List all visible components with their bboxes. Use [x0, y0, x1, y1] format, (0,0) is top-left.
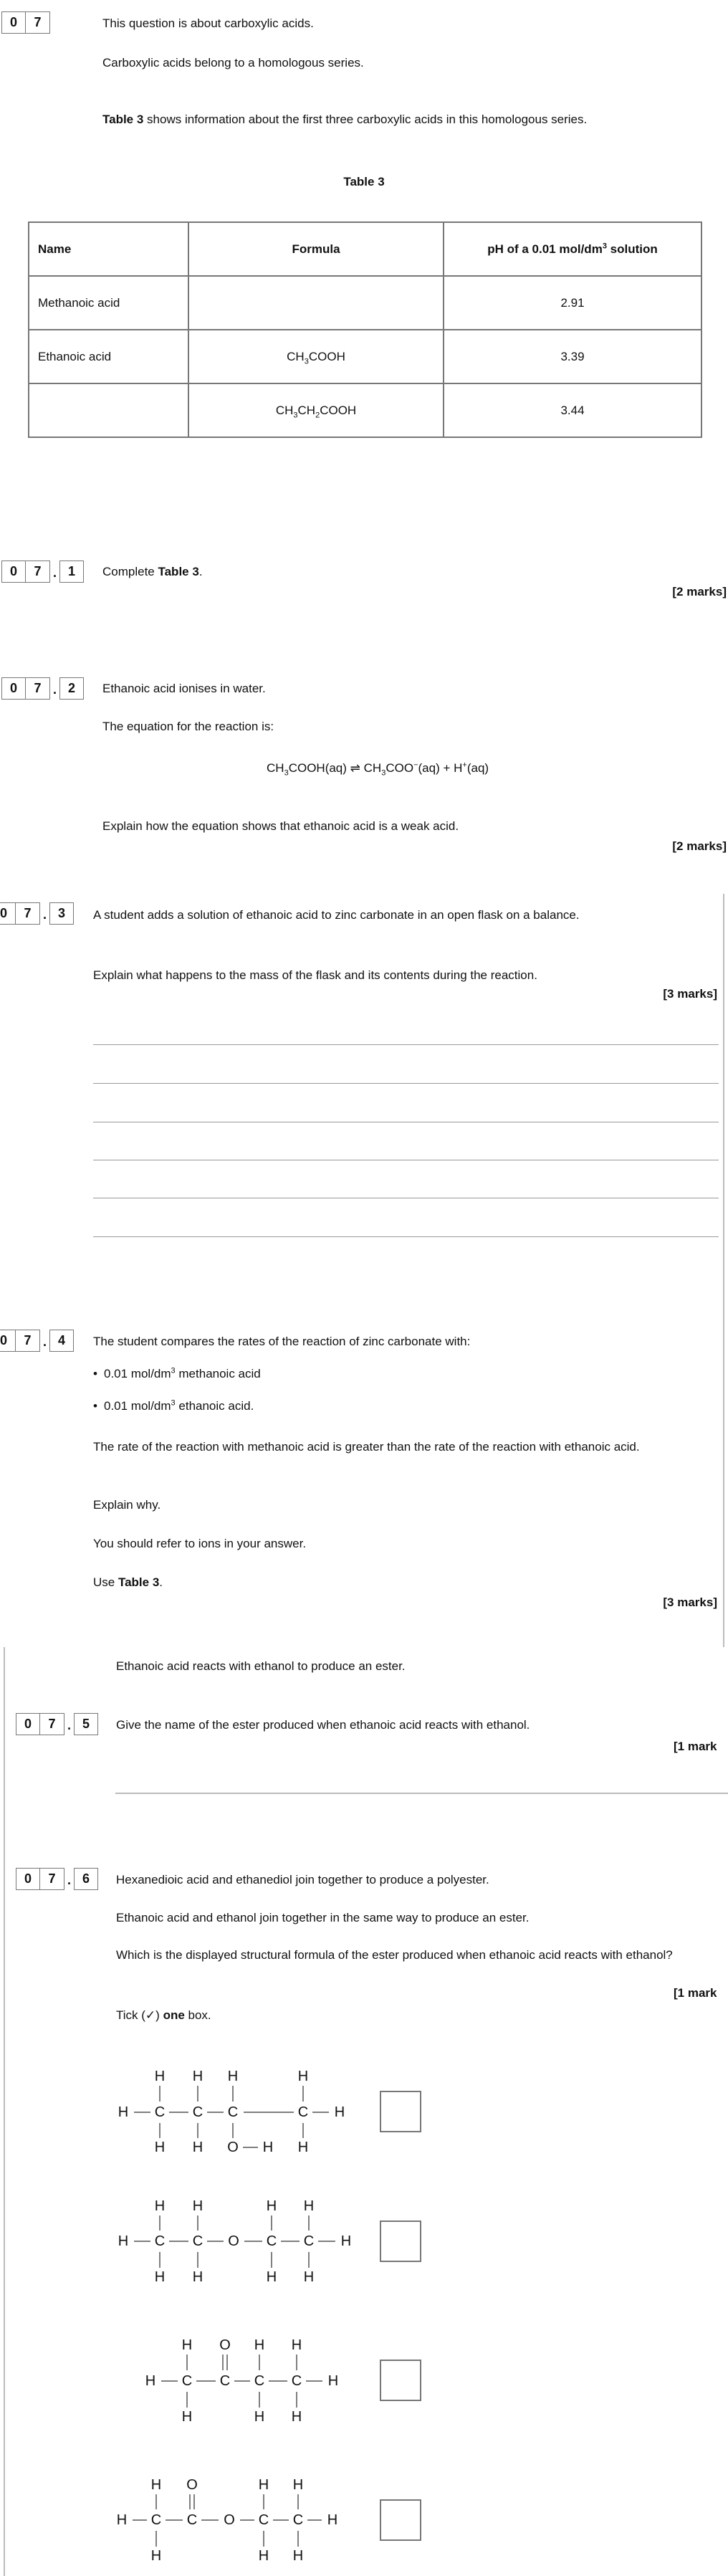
svg-text:H: H	[262, 2139, 274, 2155]
preamble-text: Ethanoic acid reacts with ethanol to produce an ester.	[116, 1659, 406, 1673]
svg-text:H: H	[254, 2409, 265, 2425]
bullet-item: • 0.01 mol/$dm^3$ ethanoic acid.	[93, 1399, 261, 1431]
question-text: Hexanedioic acid and ethanediol join together to produce a polyester.	[116, 1873, 489, 1886]
marks-label: [1 mark	[674, 1986, 717, 2000]
intro-text: Carboxylic acids belong to a homologous series.	[102, 56, 364, 70]
question-text: A student adds a solution of ethanoic acid to zinc carbonate in an open flask on a balance.	[93, 908, 580, 922]
question-number-digit: 0	[0, 1330, 16, 1352]
tick-icon: ✓	[145, 2008, 156, 2022]
svg-text:H: H	[154, 2198, 166, 2214]
question-text: Explain why.	[93, 1498, 161, 1512]
svg-text:H: H	[297, 2139, 309, 2155]
bullet-item: • 0.01 mol/$dm^3$ methanoic acid	[93, 1367, 261, 1399]
cell-formula: $CH_3COOH$	[188, 330, 444, 383]
svg-text:H: H	[154, 2139, 166, 2155]
svg-text:C: C	[254, 2373, 265, 2389]
equilibrium-arrow-icon: ⇌	[350, 761, 360, 775]
question-number-digit: 0	[16, 1868, 40, 1890]
svg-text:H: H	[227, 2069, 239, 2084]
svg-text:H: H	[116, 2512, 128, 2528]
svg-text:H: H	[258, 2477, 269, 2493]
svg-text:H: H	[303, 2269, 315, 2285]
header-ph: pH of a 0.01 mol/$dm^3$ solution	[444, 222, 701, 276]
tick-instruction: Tick (✓) one box.	[116, 2008, 211, 2022]
question-number-digit: 7	[16, 1330, 40, 1352]
marks-label: [1 mark	[674, 1740, 717, 1753]
question-text: Explain what happens to the mass of the flask and its contents during the reaction.	[93, 968, 537, 982]
question-text: Give the name of the ester produced when ethanoic acid reacts with ethanol.	[116, 1718, 530, 1732]
svg-text:C: C	[186, 2512, 198, 2528]
option-4-checkbox[interactable]	[380, 2499, 421, 2541]
svg-text:H: H	[340, 2233, 352, 2249]
question-text: The rate of the reaction with methanoic acid is greater than the rate of the reaction with ethanoic acid.	[93, 1440, 640, 1454]
cell-name: Ethanoic acid	[29, 330, 188, 383]
header-formula: Formula	[188, 222, 444, 276]
table-reference: Table 3	[102, 113, 144, 126]
svg-text:H: H	[254, 2337, 265, 2353]
cell-formula: $CH_3CH_2COOH$	[188, 383, 444, 437]
intro-table-reference: Table 3 shows information about the first three carboxylic acids in this homologous series.	[102, 113, 588, 126]
marks-label: [2 marks]	[672, 585, 727, 598]
svg-text:C: C	[227, 2104, 239, 2120]
svg-text:H: H	[266, 2269, 277, 2285]
table-caption: Table 3	[343, 175, 385, 189]
svg-text:H: H	[150, 2477, 162, 2493]
question-number-digit: 7	[16, 902, 40, 925]
question-number-dot: .	[42, 1335, 47, 1349]
question-number-digit: 7	[26, 560, 50, 583]
question-number-dot: .	[52, 682, 57, 697]
question-number-digit: 3	[49, 902, 74, 925]
svg-text:C: C	[258, 2512, 269, 2528]
svg-text:H: H	[291, 2337, 302, 2353]
svg-text:H: H	[192, 2269, 203, 2285]
intro-text: This question is about carboxylic acids.	[102, 16, 314, 30]
svg-text:H: H	[327, 2512, 338, 2528]
cell-name: Methanoic acid	[29, 276, 188, 330]
question-text: Ethanoic acid ionises in water.	[102, 682, 266, 695]
svg-text:O: O	[219, 2337, 231, 2353]
svg-text:H: H	[181, 2409, 193, 2425]
question-text: Complete Table 3.	[102, 565, 203, 578]
svg-text:O: O	[227, 2139, 239, 2155]
svg-text:C: C	[297, 2104, 309, 2120]
svg-text:C: C	[303, 2233, 315, 2249]
cell-ph: 3.39	[444, 330, 701, 383]
marks-label: [3 marks]	[663, 1595, 717, 1609]
svg-text:H: H	[145, 2373, 156, 2389]
svg-text:H: H	[291, 2409, 302, 2425]
svg-text:H: H	[154, 2269, 166, 2285]
ionisation-equation: $CH_3COOH(aq)$ ⇌ $CH_3COO^-(aq) + H^+(aq)$	[267, 760, 489, 778]
question-text: The student compares the rates of the reaction of zinc carbonate with:	[93, 1335, 471, 1348]
question-text: Ethanoic acid and ethanol join together in the same way to produce an ester.	[116, 1911, 530, 1924]
header-name: Name	[29, 222, 188, 276]
svg-text:H: H	[118, 2104, 129, 2120]
question-number-digit: 0	[1, 560, 26, 583]
svg-text:C: C	[219, 2373, 231, 2389]
question-number-digit: 7	[40, 1868, 64, 1890]
question-number-digit: 7	[40, 1713, 64, 1735]
question-number-dot: .	[42, 907, 47, 922]
question-number-dot: .	[67, 1873, 71, 1887]
svg-text:H: H	[192, 2198, 203, 2214]
question-text: You should refer to ions in your answer.	[93, 1537, 307, 1550]
svg-text:H: H	[334, 2104, 345, 2120]
question-number-digit: 1	[59, 560, 84, 583]
question-text: Use Table 3.	[93, 1575, 163, 1589]
marks-label: [3 marks]	[663, 987, 717, 1001]
svg-text:C: C	[150, 2512, 162, 2528]
cell-ph: 3.44	[444, 383, 701, 437]
svg-text:H: H	[297, 2069, 309, 2084]
question-number-dot: .	[67, 1718, 71, 1732]
question-number-dot: .	[52, 566, 57, 580]
question-number-digit: 0	[1, 677, 26, 700]
svg-text:C: C	[292, 2512, 304, 2528]
svg-text:H: H	[292, 2477, 304, 2493]
question-number-digit: 7	[26, 677, 50, 700]
question-text: The equation for the reaction is:	[102, 720, 274, 733]
svg-text:H: H	[266, 2198, 277, 2214]
svg-text:C: C	[192, 2233, 203, 2249]
svg-text:H: H	[181, 2337, 193, 2353]
svg-text:H: H	[258, 2548, 269, 2564]
question-text: Which is the displayed structural formula of the ester produced when ethanoic acid reacts with ethanol?	[116, 1948, 673, 1962]
marks-label: [2 marks]	[672, 839, 727, 853]
svg-text:C: C	[192, 2104, 203, 2120]
svg-text:O: O	[224, 2512, 235, 2528]
svg-text:C: C	[154, 2233, 166, 2249]
svg-text:H: H	[303, 2198, 315, 2214]
svg-text:H: H	[327, 2373, 339, 2389]
question-number-digit: 0	[16, 1713, 40, 1735]
question-number-digit: 4	[49, 1330, 74, 1352]
cell-ph: 2.91	[444, 276, 701, 330]
svg-text:C: C	[266, 2233, 277, 2249]
svg-text:H: H	[192, 2139, 203, 2155]
svg-text:H: H	[154, 2069, 166, 2084]
svg-text:C: C	[181, 2373, 193, 2389]
svg-text:H: H	[292, 2548, 304, 2564]
question-number-digit: 6	[74, 1868, 98, 1890]
question-number-digit: 7	[26, 11, 50, 34]
svg-text:O: O	[186, 2477, 198, 2493]
svg-text:C: C	[291, 2373, 302, 2389]
svg-text:C: C	[154, 2104, 166, 2120]
svg-text:O: O	[228, 2233, 239, 2249]
question-number-digit: 0	[0, 902, 16, 925]
question-number-digit: 0	[1, 11, 26, 34]
question-text: Explain how the equation shows that ethanoic acid is a weak acid.	[102, 819, 459, 833]
question-number-digit: 5	[74, 1713, 98, 1735]
svg-text:H: H	[150, 2548, 162, 2564]
question-number-digit: 2	[59, 677, 84, 700]
svg-text:H: H	[118, 2233, 129, 2249]
svg-text:H: H	[192, 2069, 203, 2084]
